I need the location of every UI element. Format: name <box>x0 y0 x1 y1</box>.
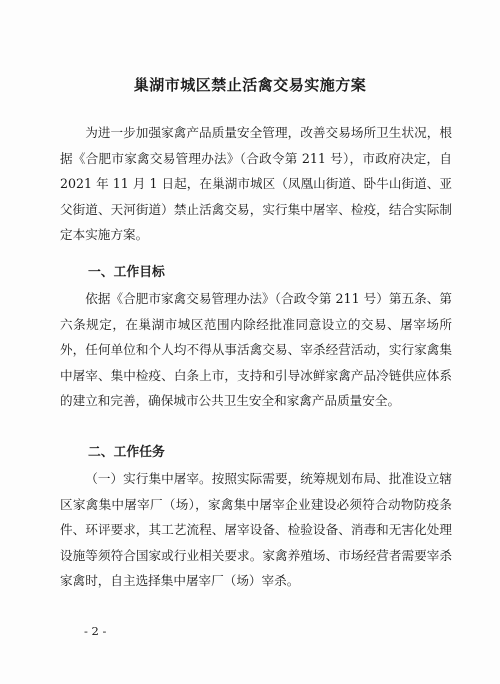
page-number: - 2 - <box>84 624 107 638</box>
section-heading-tasks: 二、工作任务 <box>88 445 165 460</box>
goals-paragraph: 依据《合肥市家禽交易管理办法》（合政令第 211 号）第五条、第六条规定，在巢湖市城区范围内除经批准同意设立的交易、屠宰场所外，任何单位和个人均不得从事活禽交易、宰杀经营活动，实行家禽集中屠宰、集中检疫、白条上市，支持和引导冰鲜家禽产品冷链供应体系的建立和完善，确保城市公共卫生安全和家禽产品质量安全。 <box>60 291 452 409</box>
tasks-paragraph: （一）实行集中屠宰。按照实际需要，统筹规划布局、批准设立辖区家禽集中屠宰厂（场），家禽集中屠宰企业建设必须符合动物防疫条件、环评要求，其工艺流程、屠宰设备、检验设备、消毒和无害化处理设施等须符合国家或行业相关要求。家禽养殖场、市场经营者需要宰杀家禽时，自主选择集中屠宰厂（场）宰杀。 <box>60 471 452 589</box>
intro-paragraph: 为进一步加强家禽产品质量安全管理，改善交易场所卫生状况，根据《合肥市家禽交易管理办法》（合政令第 211 号），市政府决定，自 2021 年 11 月 1 日起，在巢湖市城区（凤凰山街道、卧牛山街道、亚父街道、天河街道）禁止活禽交易，实行集中屠宰、检疫，结合实际制定本实施方案。 <box>60 125 452 243</box>
document-title: 巢湖市城区禁止活禽交易实施方案 <box>133 76 367 94</box>
section-heading-goals: 一、工作目标 <box>88 265 165 280</box>
